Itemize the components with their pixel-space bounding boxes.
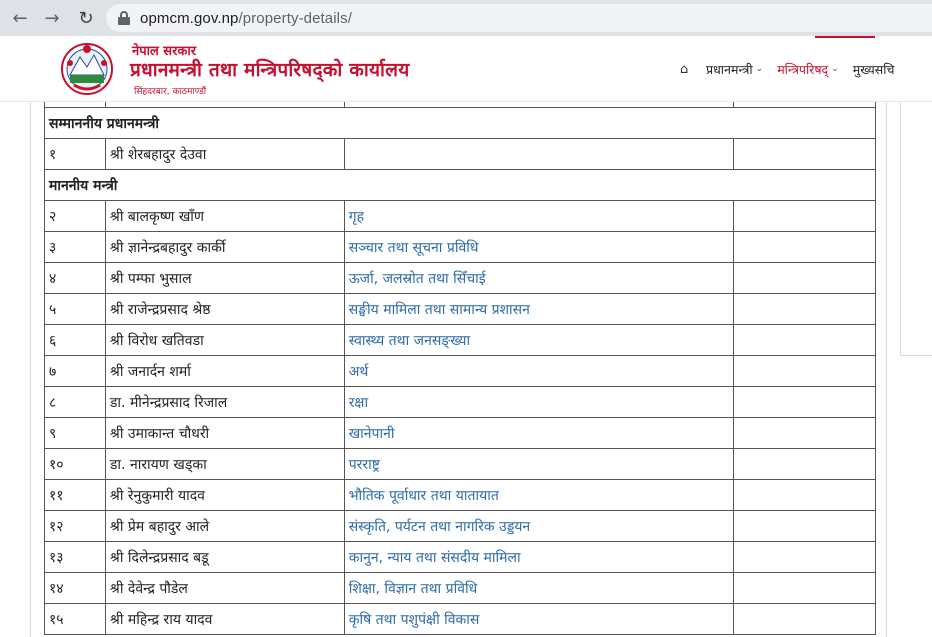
member-name: श्री प्रेम बहादुर आले [105,511,344,542]
member-name: श्री दिलेन्द्रप्रसाद बडू [105,542,344,573]
ministry-link[interactable]: स्वास्थ्य तथा जनसङ्ख्या [344,325,734,356]
table-row [45,511,876,542]
row-number: १४ [45,573,106,604]
reload-icon[interactable]: ↻ [78,7,94,29]
ministry-link[interactable]: खानेपानी [344,418,734,449]
member-name: श्री उमाकान्त चौधरी [105,418,344,449]
member-name: श्री जनार्दन शर्मा [105,356,344,387]
url-domain: opmcm.gov.np [140,9,239,27]
ministry-link[interactable]: परराष्ट्र [344,449,734,480]
empty-cell [734,325,876,356]
lock-icon[interactable] [118,11,130,25]
empty-cell [734,263,876,294]
empty-cell [734,573,876,604]
chevron-down-icon: ⌄ [831,64,839,74]
table-row [45,604,876,635]
row-number: १२ [45,511,106,542]
empty-cell [734,139,876,170]
nav-label: मुख्यसचि [852,61,895,77]
org-location: सिंहदरबार, काठमाण्डौं [134,87,207,97]
main-nav [680,36,908,102]
row-number: ३ [45,232,106,263]
ministry-link[interactable]: गृह [344,201,734,232]
nav-label: प्रधानमन्त्री [706,61,753,77]
table-row [45,449,876,480]
nav-item-chief-secretary[interactable] [853,61,895,78]
address-bar[interactable] [106,4,932,32]
row-number: ५ [45,294,106,325]
ministry-link [344,139,734,170]
government-emblem-icon[interactable] [60,41,114,97]
ministry-link[interactable]: रक्षा [344,387,734,418]
main-content [0,102,932,637]
table-row [45,418,876,449]
section-title: सम्माननीय प्रधानमन्त्री [45,108,876,139]
org-subtitle: नेपाल सरकार [132,44,197,59]
empty-cell [734,356,876,387]
table-row [45,232,876,263]
empty-cell [734,511,876,542]
sidebar-widget [900,102,932,356]
column-divider [886,102,887,637]
ministry-link[interactable]: ऊर्जा, जलस्रोत तथा सिँचाई [344,263,734,294]
row-number: १० [45,449,106,480]
table-row [45,294,876,325]
empty-cell [734,418,876,449]
table-row [45,263,876,294]
row-number: ६ [45,325,106,356]
member-name: श्री ज्ञानेन्द्रबहादुर कार्की [105,232,344,263]
table-row [45,387,876,418]
minister-rows [45,201,876,635]
empty-cell [734,480,876,511]
member-name: श्री शेरबहादुर देउवा [105,139,344,170]
url-path: /property-details/ [238,9,352,27]
empty-cell [734,449,876,480]
ministry-link[interactable]: भौतिक पूर्वाधार तथा यातायात [344,480,734,511]
ministry-link[interactable]: कृषि तथा पशुपंक्षी विकास [344,604,734,635]
member-name: श्री बालकृष्ण खाँण [105,201,344,232]
table-row [45,325,876,356]
ministry-link[interactable]: सङ्घीय मामिला तथा सामान्य प्रशासन [344,294,734,325]
row-number: ४ [45,263,106,294]
table-row [45,356,876,387]
empty-cell [734,232,876,263]
org-title[interactable]: प्रधानमन्त्री तथा मन्त्रिपरिषद्को कार्यालय [130,59,410,81]
row-number: १५ [45,604,106,635]
member-name: डा. नारायण खड्का [105,449,344,480]
table-row [45,573,876,604]
member-name: डा. मीनेन्द्रप्रसाद रिजाल [105,387,344,418]
nav-label: मन्त्रिपरिषद् [777,61,829,77]
home-icon[interactable]: ⌂ [680,62,689,77]
ministry-link[interactable]: सञ्चार तथा सूचना प्रविधि [344,232,734,263]
section-header-ministers [45,170,876,201]
table-row [45,542,876,573]
table-row [45,139,876,170]
section-header-prime-minister [45,108,876,139]
member-name: श्री देवेन्द्र पौडेल [105,573,344,604]
ministry-link[interactable]: कानुन, न्याय तथा संसदीय मामिला [344,542,734,573]
section-title: माननीय मन्त्री [45,170,876,201]
table-row [45,480,876,511]
member-name: श्री रेनुकुमारी यादव [105,480,344,511]
row-number: १ [45,139,106,170]
ministry-link[interactable]: संस्कृति, पर्यटन तथा नागरिक उड्डयन [344,511,734,542]
row-number: ७ [45,356,106,387]
row-number: ९ [45,418,106,449]
member-name: श्री राजेन्द्रप्रसाद श्रेष्ठ [105,294,344,325]
row-number: १३ [45,542,106,573]
nav-item-prime-minister[interactable] [706,61,763,78]
table-row [45,201,876,232]
member-name: श्री विरोध खतिवडा [105,325,344,356]
empty-cell [734,542,876,573]
back-arrow-icon[interactable]: ← [12,7,28,29]
ministry-link[interactable]: शिक्षा, विज्ञान तथा प्रविधि [344,573,734,604]
member-name: श्री पम्फा भुसाल [105,263,344,294]
forward-arrow-icon[interactable]: → [44,7,60,29]
council-of-ministers-table [44,102,876,635]
column-divider [30,102,31,637]
url-text[interactable] [140,10,352,27]
row-number: ८ [45,387,106,418]
chevron-down-icon: ⌄ [755,64,764,74]
ministry-link[interactable]: अर्थ [344,356,734,387]
row-number: २ [45,201,106,232]
empty-cell [734,387,876,418]
empty-cell [734,294,876,325]
nav-item-council-of-ministers[interactable] [777,61,839,78]
row-number: ११ [45,480,106,511]
empty-cell [734,201,876,232]
member-name: श्री महिन्द्र राय यादव [105,604,344,635]
site-header [0,36,932,102]
browser-toolbar [0,0,932,36]
empty-cell [734,604,876,635]
